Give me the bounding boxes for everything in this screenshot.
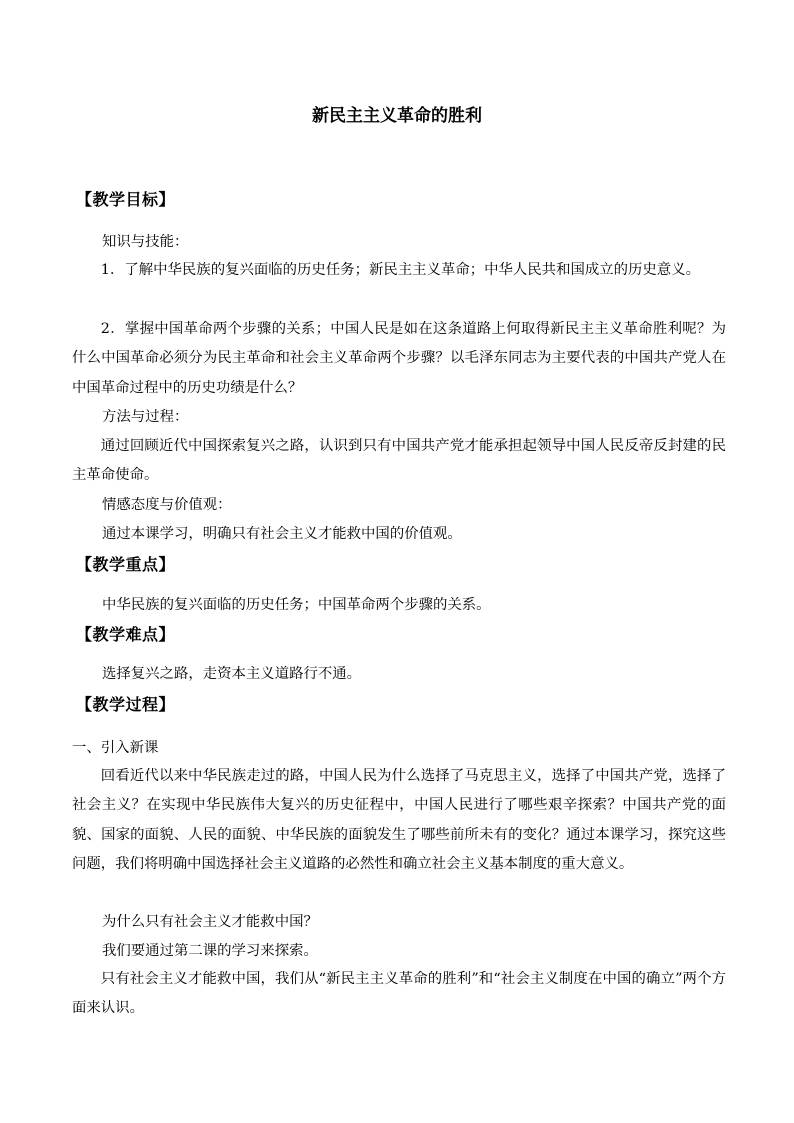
emotion-values-text: 通过本课学习，明确只有社会主义才能救中国的价值观。 (102, 526, 462, 542)
heading-teaching-goals: 【教学目标】 (76, 190, 176, 209)
knowledge-skills-label: 知识与技能： (102, 234, 189, 250)
document-title: 新民主主义革命的胜利 (312, 106, 482, 126)
final-text: 只有社会主义才能救中国，我们从“新民主主义革命的胜利”和“社会主义制度在中国的确立”两个方面来认识。 (72, 971, 726, 1017)
key-points-text: 中华民族的复兴面临的历史任务；中国革命两个步骤的关系。 (102, 597, 491, 613)
intro-text: 回看近代以来中华民族走过的路，中国人民为什么选择了马克思主义，选择了中国共产党，选择了社会主义？在实现中华民族伟大复兴的历史征程中，中国人民进行了哪些艰辛探索？中国共产党的面貌、国家的面貌、人民的面貌、中华民族的面貌发生了哪些前所未有的变化？通过本课学习，探究这些问题，我们将明确中国选择社会主义道路的必然性和确立社会主义基本制度的重大意义。 (72, 768, 726, 872)
heading-teaching-difficulties: 【教学难点】 (76, 625, 176, 644)
emotion-values-label: 情感态度与价值观： (102, 497, 232, 513)
question-text: 为什么只有社会主义才能救中国？ (102, 914, 318, 930)
intro-label: 一、引入新课 (72, 740, 159, 756)
heading-teaching-key-points: 【教学重点】 (76, 555, 176, 574)
goal-item-2: 2．掌握中国革命两个步骤的关系；中国人民是如在这条道路上何取得新民主主义革命胜利呢？为什么中国革命必须分为民主革命和社会主义革命两个步骤？以毛泽东同志为主要代表的中国共产党人在中国革命过程中的历史功绩是什么？ (72, 321, 726, 396)
method-process-label: 方法与过程： (102, 409, 189, 425)
explore-text: 我们要通过第二课的学习来探索。 (102, 943, 318, 959)
difficulties-text: 选择复兴之路，走资本主义道路行不通。 (102, 666, 362, 682)
method-process-text: 通过回顾近代中国探索复兴之路，认识到只有中国共产党才能承担起领导中国人民反帝反封建的民主革命使命。 (72, 438, 726, 484)
heading-teaching-process: 【教学过程】 (76, 695, 176, 714)
goal-item-1: 1．了解中华民族的复兴面临的历史任务；新民主主义革命；中华人民共和国成立的历史意义。 (100, 262, 700, 278)
